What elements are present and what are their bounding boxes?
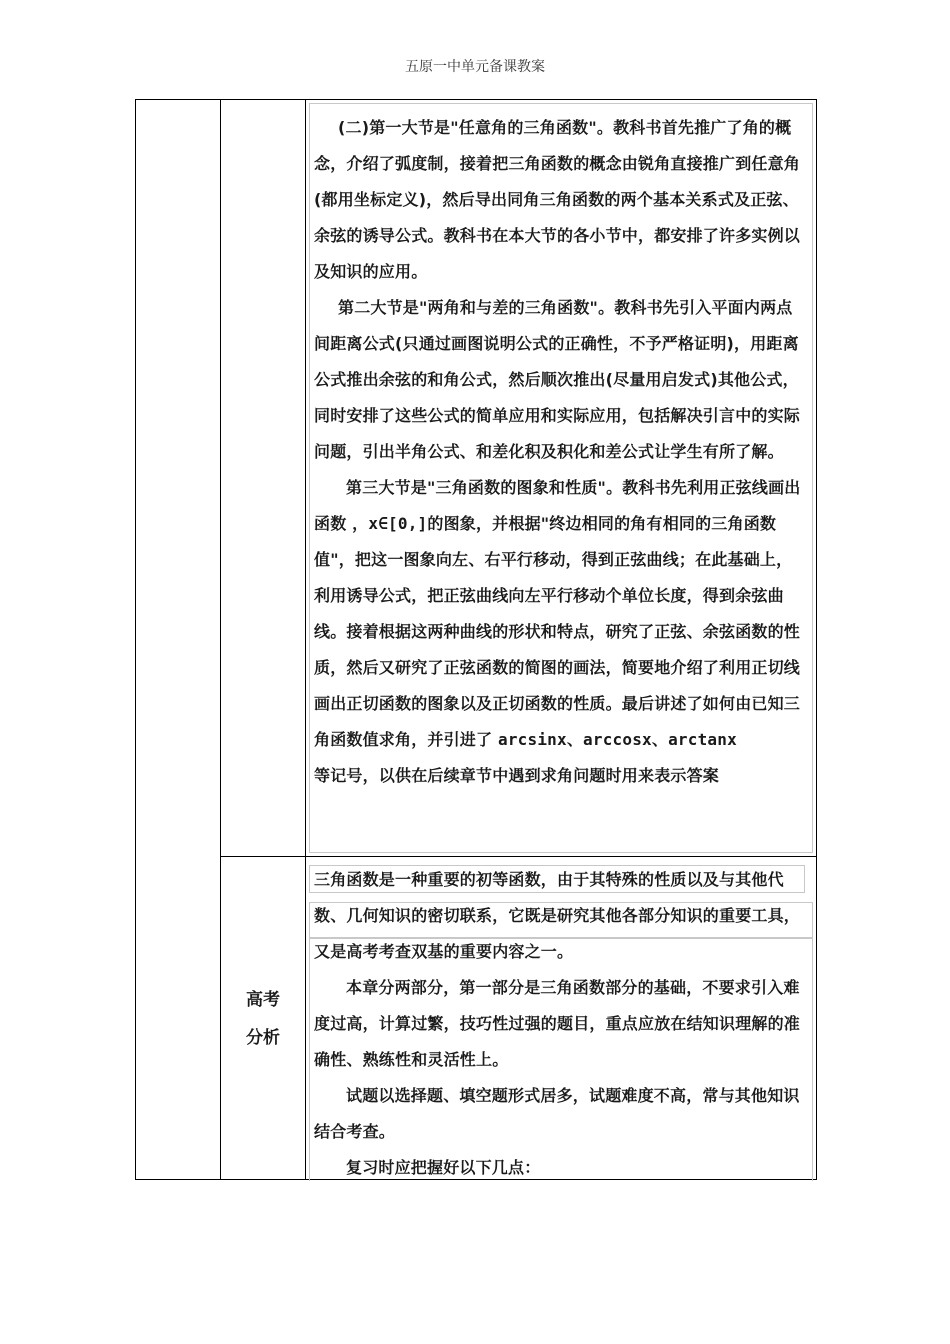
exam-analysis-label	[221, 981, 305, 1057]
paragraph-section-three	[314, 470, 808, 794]
math-arctan: arctanx	[668, 730, 737, 749]
row-divider	[220, 856, 816, 857]
intro-line-1: 三角函数是一种重要的初等函数，由于其特殊的性质以及与其他代	[314, 870, 784, 889]
paragraph-review-points: 复习时应把握好以下几点：	[346, 1158, 541, 1177]
page-header: 五原一中单元备课教案	[405, 59, 545, 75]
math-arccos: arccosx	[583, 730, 652, 749]
label-line-2: 分析	[246, 1028, 280, 1048]
paragraph-three-part-a: 第三大节是"三角函数的图象和性质"。教科书先利用正弦线画出函数 ，	[314, 478, 801, 533]
separator: 、	[566, 730, 584, 749]
lesson-plan-table	[135, 99, 817, 1180]
column-divider-2	[305, 100, 306, 1179]
exam-analysis-content	[314, 862, 808, 1186]
paragraph-chapter-parts: 本章分两部分，第一部分是三角函数部分的基础，不要求引入难度过高，计算过繁，技巧性过强的题目，重点应放在结知识理解的准确性、熟练性和灵活性上。	[314, 978, 801, 1069]
paragraph-three-part-c: 等记号，以供在后续章节中遇到求角问题时用来表示答案	[314, 766, 720, 785]
textbook-analysis-content	[314, 110, 808, 794]
paragraph-three-part-b: 的图象，并根据"终边相同的角有相同的三角函数值"，把这一图象向左、右平行移动，得到正弦曲线；在此基础上，利用诱导公式，把正弦曲线向左平行移动个单位长度，得到余弦曲线。接着根据这两种曲线的形状和特点，研究了正弦、余弦函数的性质，然后又研究了正弦函数的简图的画法，简要地介绍了利用正切线画出正切函数的图象以及正切函数的性质。最后讲述了如何由已知三角函数值求角，并引进了	[314, 514, 801, 749]
math-arcsin: arcsinx	[497, 730, 567, 749]
separator: 、	[651, 730, 669, 749]
math-interval: x∈[0,]	[368, 514, 428, 533]
paragraph-section-two: 第二大节是"两角和与差的三角函数"。教科书先引入平面内两点间距离公式(只通过画图说明公式的正确性，不予严格证明)，用距离公式推出余弦的和角公式，然后顺次推出(尽量用启发式)其他公式，同时安排了这些公式的简单应用和实际应用，包括解决引言中的实际问题，引出半角公式、和差化积及积化和差公式让学生有所了解。	[314, 298, 801, 461]
paragraph-question-types: 试题以选择题、填空题形式居多，试题难度不高，常与其他知识结合考查。	[314, 1086, 800, 1141]
intro-line-3: 又是高考考查双基的重要内容之一。	[314, 942, 574, 961]
intro-line-2: 数、几何知识的密切联系，它既是研究其他各部分知识的重要工具，	[314, 906, 801, 925]
label-line-1: 高考	[246, 990, 280, 1010]
paragraph-section-one: (二)第一大节是"任意角的三角函数"。教科书首先推广了角的概念，介绍了弧度制，接着把三角函数的概念由锐角直接推广到任意角(都用坐标定义)，然后导出同角三角函数的两个基本关系式及正弦、余弦的诱导公式。教科书在本大节的各小节中，都安排了许多实例以及知识的应用。	[314, 118, 801, 281]
